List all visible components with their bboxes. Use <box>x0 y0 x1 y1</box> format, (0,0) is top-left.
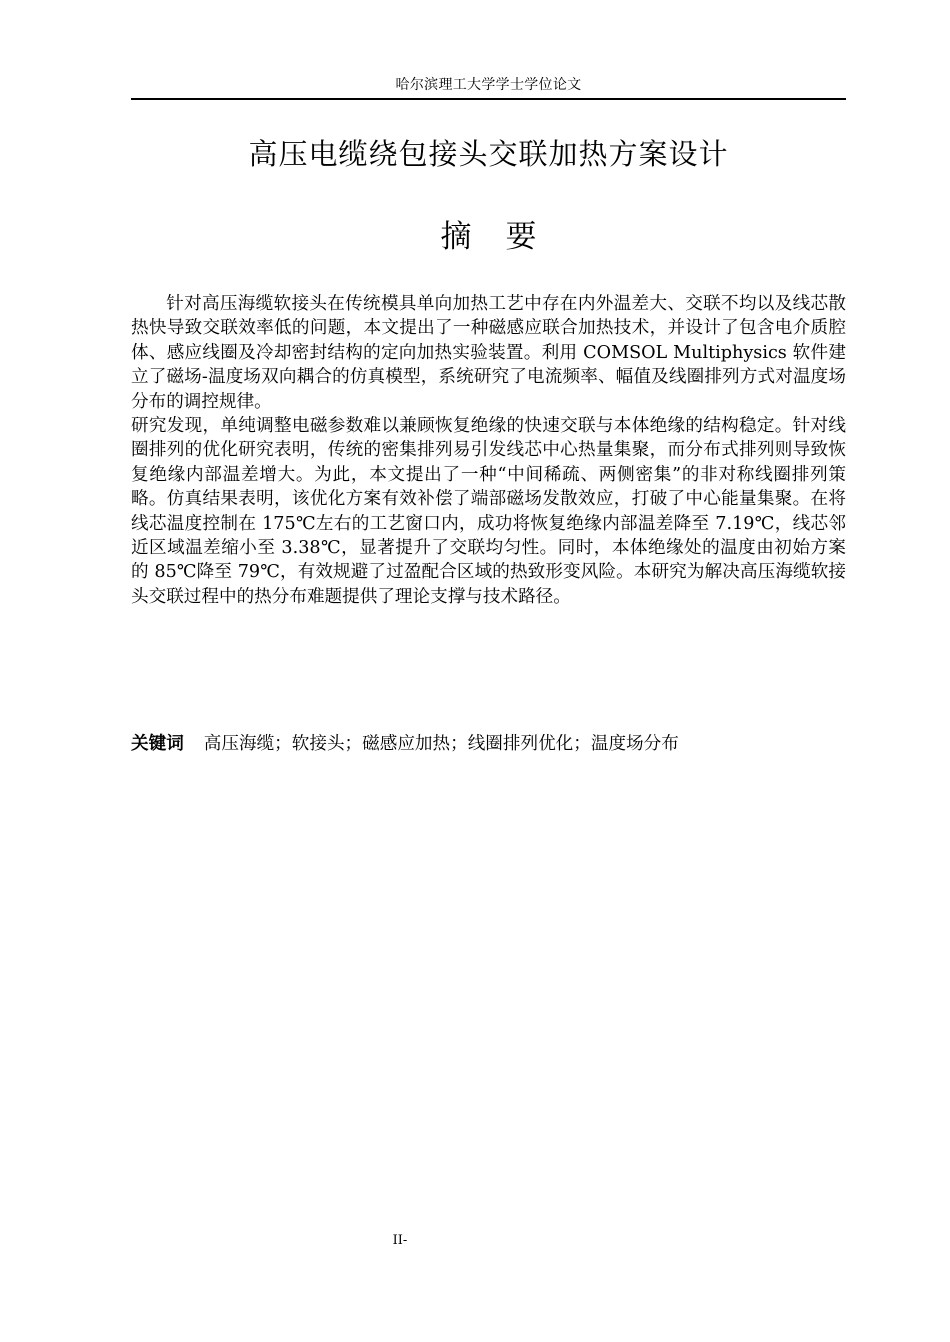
running-header-title: 哈尔滨理工大学学士学位论文 <box>395 77 582 93</box>
abstract-heading: 摘要 <box>440 219 571 255</box>
thesis-title: 高压电缆绕包接头交联加热方案设计 <box>248 137 729 171</box>
keywords-text: 高压海缆；软接头；磁感应加热；线圈排列优化；温度场分布 <box>203 734 679 754</box>
keywords-line <box>131 731 846 757</box>
abstract-body <box>131 292 846 609</box>
keywords-label: 关键词 <box>131 734 184 754</box>
page-number: II- <box>392 1233 408 1248</box>
running-header <box>131 72 846 100</box>
abstract-paragraph-2: 研究发现，单纯调整电磁参数难以兼顾恢复绝缘的快速交联与本体绝缘的结构稳定。针对线圈排列的优化研究表明，传统的密集排列易引发线芯中心热量集聚，而分布式排列则导致恢复绝缘内部温差增大。为此，本文提出了一种“中间稀疏、两侧密集”的非对称线圈排列策略。仿真结果表明，该优化方案有效补偿了端部磁场发散效应，打破了中心能量集聚。在将线芯温度控制在 175℃左右的工艺窗口内，成功将恢复绝缘内部温差降至 7.19℃，线芯邻近区域温差缩小至 3.38℃，显著提升了交联均匀性。同时，本体绝缘处的温度由初始方案的 85℃降至 79℃，有效规避了过盈配合区域的热致形变风险。本研究为解决高压海缆软接头交联过程中的热分布难题提供了理论支撑与技术路径。 <box>131 416 846 607</box>
abstract-paragraph-1: 针对高压海缆软接头在传统模具单向加热工艺中存在内外温差大、交联不均以及线芯散热快导致交联效率低的问题，本文提出了一种磁感应联合加热技术，并设计了包含电介质腔体、感应线圈及冷却密封结构的定向加热实验装置。利用 COMSOL Multiphysics 软件建立了磁场-温度场双向耦合的仿真模型，系统研究了电流频率、幅值及线圈排列方式对温度场分布的调控规律。 <box>131 294 846 412</box>
